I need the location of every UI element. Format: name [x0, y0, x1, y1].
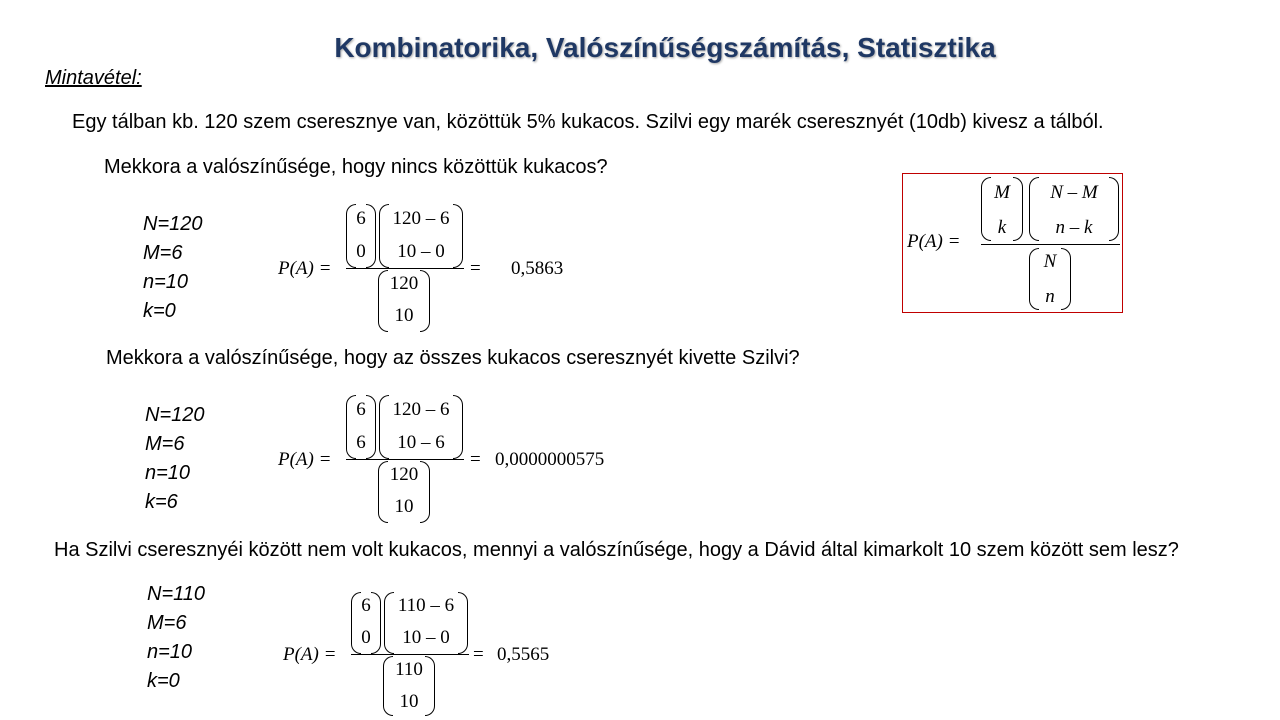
- binom-bottom: k: [997, 217, 1007, 238]
- binom-top: 6: [356, 208, 366, 229]
- binom-bottom: 0: [361, 627, 371, 648]
- equals-sign: =: [473, 644, 484, 665]
- formula-3: [283, 592, 583, 718]
- binom-bottom: n – k: [1055, 217, 1093, 238]
- question-1: Mekkora a valószínűsége, hogy nincs közöttük kukacos?: [104, 156, 608, 178]
- param-M: M=6: [145, 433, 185, 455]
- param-n: n=10: [145, 462, 191, 484]
- general-binom-m-k: [981, 177, 1023, 241]
- formula-lhs: P(A) =: [278, 449, 332, 470]
- param-N: N=120: [145, 404, 205, 426]
- page-title: Kombinatorika, Valószínűségszámítás, Statisztika: [334, 32, 996, 63]
- param-k: k=6: [145, 491, 178, 513]
- param-k: k=0: [143, 300, 176, 322]
- binom-bottom: 10: [394, 496, 414, 517]
- param-k: k=0: [147, 670, 180, 692]
- param-n: n=10: [147, 641, 193, 663]
- binom-top: 110: [395, 659, 423, 680]
- binom-n-n: [378, 461, 430, 523]
- binom-m-k: [351, 592, 381, 654]
- binom-m-k: [346, 204, 376, 268]
- binom-top: N – M: [1050, 182, 1098, 203]
- param-M: M=6: [147, 612, 187, 634]
- param-n: n=10: [143, 271, 189, 293]
- binom-nm-nk: [379, 395, 463, 459]
- params-3: [147, 580, 205, 696]
- fraction-line: [346, 459, 464, 460]
- question-2: Mekkora a valószínűsége, hogy az összes kukacos cseresznyét kivette Szilvi?: [106, 347, 800, 369]
- binom-nm-nk: [384, 592, 468, 654]
- binom-bottom: 0: [356, 241, 366, 262]
- binom-bottom: 10: [394, 305, 414, 326]
- params-1: [143, 210, 203, 326]
- formula-lhs: P(A) =: [278, 258, 332, 279]
- formula-1: [278, 204, 598, 332]
- binom-top: N: [1043, 251, 1057, 272]
- general-binom-n-n: [1029, 248, 1071, 310]
- binom-top: 120 – 6: [392, 208, 450, 229]
- result-value: 0,5565: [497, 644, 550, 665]
- binom-bottom: 10 – 0: [397, 241, 445, 262]
- result-value: 0,0000000575: [495, 449, 605, 470]
- binom-bottom: 10 – 6: [397, 432, 445, 453]
- params-2: [145, 401, 205, 517]
- problem-statement: Egy tálban kb. 120 szem cseresznye van, közöttük 5% kukacos. Szilvi egy marék cseresznyét (10db) kivesz a tálból.: [72, 111, 1104, 133]
- binom-top: 120: [389, 273, 419, 294]
- binom-top: M: [994, 182, 1010, 203]
- binom-top: 6: [361, 595, 371, 616]
- formula-2: [278, 395, 638, 523]
- binom-bottom: 6: [356, 432, 366, 453]
- binom-nm-nk: [379, 204, 463, 268]
- fraction-line: [981, 244, 1120, 245]
- param-M: M=6: [143, 242, 183, 264]
- binom-top: 6: [356, 399, 366, 420]
- binom-bottom: 10 – 0: [402, 627, 450, 648]
- binom-n-n: [383, 656, 435, 716]
- general-formula-box: [902, 173, 1123, 313]
- binom-top: 110 – 6: [397, 595, 455, 616]
- fraction-line: [346, 268, 464, 269]
- general-formula-lhs: P(A) =: [907, 231, 961, 252]
- equals-sign: =: [470, 258, 481, 279]
- general-binom-nm-nk: [1029, 177, 1119, 241]
- section-label: Mintavétel:: [45, 67, 142, 89]
- binom-m-k: [346, 395, 376, 459]
- equals-sign: =: [470, 449, 481, 470]
- fraction-line: [351, 654, 469, 655]
- binom-n-n: [378, 270, 430, 332]
- binom-top: 120: [389, 464, 419, 485]
- binom-top: 120 – 6: [392, 399, 450, 420]
- result-value: 0,5863: [511, 258, 564, 279]
- param-N: N=110: [147, 583, 206, 605]
- formula-lhs: P(A) =: [283, 644, 337, 665]
- param-N: N=120: [143, 213, 203, 235]
- binom-bottom: n: [1045, 286, 1055, 307]
- binom-bottom: 10: [399, 691, 419, 712]
- question-3: Ha Szilvi cseresznyéi között nem volt kukacos, mennyi a valószínűsége, hogy a Dávid által kimarkolt 10 szem között sem lesz?: [54, 539, 1179, 561]
